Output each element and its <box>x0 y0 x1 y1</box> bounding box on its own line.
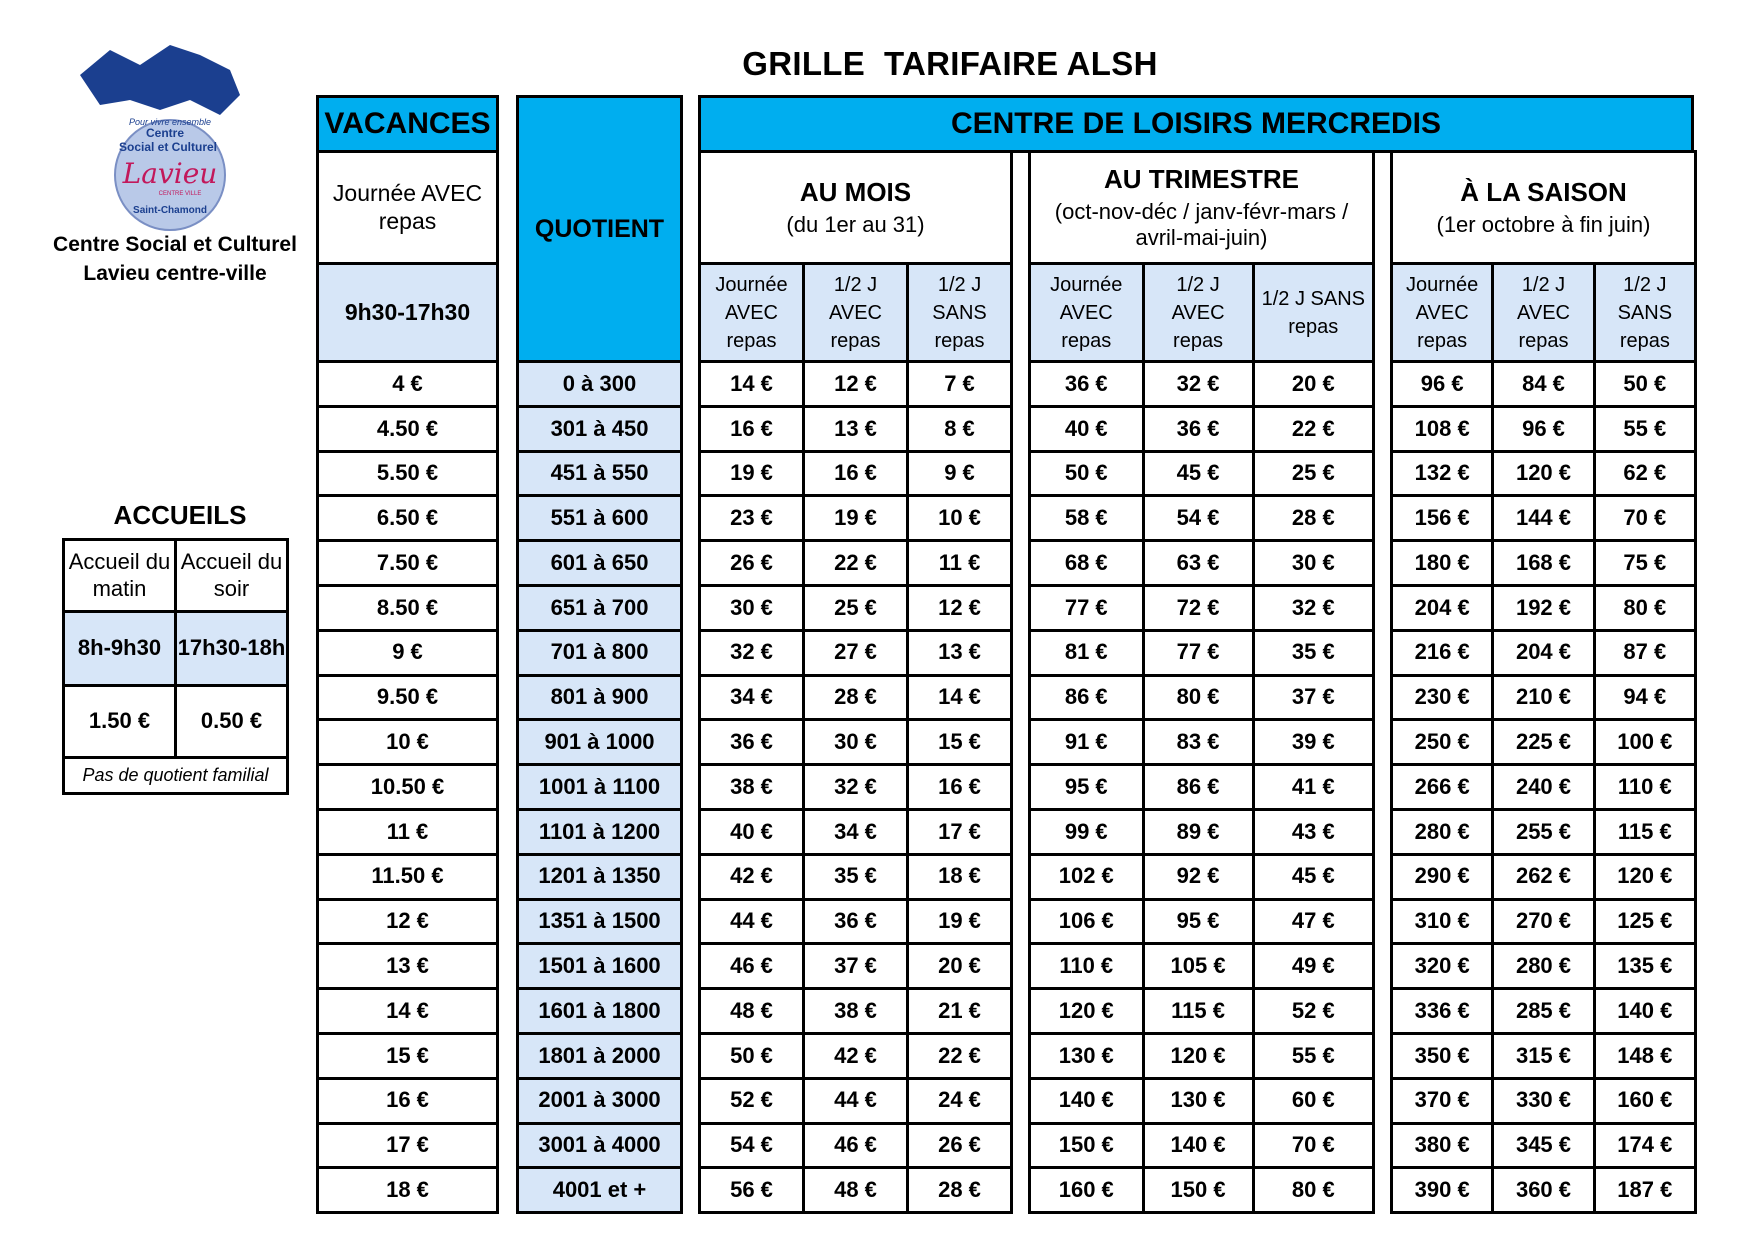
column-header: Journée AVEC repas <box>1392 264 1493 362</box>
price-cell: 22 € <box>908 1033 1012 1078</box>
price-cell: 52 € <box>700 1078 804 1123</box>
quotient-range-cell: 1101 à 1200 <box>518 809 682 854</box>
price-cell: 120 € <box>1594 854 1695 899</box>
price-cell: 36 € <box>1143 406 1253 451</box>
quotient-range-cell: 1201 à 1350 <box>518 854 682 899</box>
price-cell: 13 € <box>908 630 1012 675</box>
quotient-range-cell: 1601 à 1800 <box>518 989 682 1034</box>
price-cell: 42 € <box>700 854 804 899</box>
accueil-matin-hours: 8h-9h30 <box>64 612 176 686</box>
vacances-price-cell: 17 € <box>318 1123 498 1168</box>
price-cell: 115 € <box>1143 989 1253 1034</box>
price-cell: 336 € <box>1392 989 1493 1034</box>
vacances-price-cell: 10 € <box>318 720 498 765</box>
price-cell: 140 € <box>1143 1123 1253 1168</box>
price-cell: 225 € <box>1493 720 1594 765</box>
price-cell: 50 € <box>1030 451 1144 496</box>
quotient-range-cell: 3001 à 4000 <box>518 1123 682 1168</box>
price-cell: 345 € <box>1493 1123 1594 1168</box>
group-title-trimestre <box>1030 152 1374 264</box>
price-cell: 95 € <box>1143 899 1253 944</box>
vacances-price-cell: 15 € <box>318 1033 498 1078</box>
price-cell: 230 € <box>1392 675 1493 720</box>
price-cell: 83 € <box>1143 720 1253 765</box>
price-cell: 144 € <box>1493 496 1594 541</box>
price-cell: 105 € <box>1143 944 1253 989</box>
price-cell: 38 € <box>700 765 804 810</box>
price-cell: 25 € <box>1253 451 1373 496</box>
price-cell: 108 € <box>1392 406 1493 451</box>
accueils-table <box>62 538 289 795</box>
price-cell: 35 € <box>1253 630 1373 675</box>
price-cell: 37 € <box>1253 675 1373 720</box>
price-cell: 32 € <box>1253 585 1373 630</box>
vacances-price-cell: 11 € <box>318 809 498 854</box>
price-cell: 50 € <box>700 1033 804 1078</box>
price-cell: 58 € <box>1030 496 1144 541</box>
price-cell: 270 € <box>1493 899 1594 944</box>
svg-text:Centre: Centre <box>145 126 185 140</box>
price-cell: 70 € <box>1594 496 1695 541</box>
accueils-title: ACCUEILS <box>113 500 247 530</box>
svg-text:Lavieu: Lavieu <box>122 157 218 190</box>
price-cell: 285 € <box>1493 989 1594 1034</box>
vacances-price-cell: 16 € <box>318 1078 498 1123</box>
svg-text:Social et Culturel: Social et Culturel <box>118 140 218 154</box>
price-cell: 280 € <box>1493 944 1594 989</box>
price-cell: 21 € <box>908 989 1012 1034</box>
price-cell: 350 € <box>1392 1033 1493 1078</box>
price-cell: 32 € <box>1143 362 1253 407</box>
quotient-range-cell: 551 à 600 <box>518 496 682 541</box>
price-cell: 44 € <box>700 899 804 944</box>
quotient-range-cell: 651 à 700 <box>518 585 682 630</box>
price-cell: 92 € <box>1143 854 1253 899</box>
price-cell: 34 € <box>700 675 804 720</box>
price-cell: 14 € <box>700 362 804 407</box>
price-cell: 55 € <box>1253 1033 1373 1078</box>
price-cell: 96 € <box>1392 362 1493 407</box>
mercredis-header-table <box>698 95 1694 153</box>
accueil-note: Pas de quotient familial <box>64 758 288 794</box>
price-cell: 16 € <box>804 451 908 496</box>
vacances-subheader: Journée AVEC repas <box>318 152 498 264</box>
price-cell: 9 € <box>908 451 1012 496</box>
quotient-range-cell: 1351 à 1500 <box>518 899 682 944</box>
vacances-price-cell: 5.50 € <box>318 451 498 496</box>
price-cell: 240 € <box>1493 765 1594 810</box>
group-title-text: AU TRIMESTRE <box>1103 163 1299 194</box>
quotient-table <box>516 95 683 1214</box>
price-cell: 27 € <box>804 630 908 675</box>
price-cell: 91 € <box>1030 720 1144 765</box>
vacances-price-cell: 11.50 € <box>318 854 498 899</box>
column-header: Journée AVEC repas <box>1030 264 1144 362</box>
price-cell: 140 € <box>1030 1078 1144 1123</box>
price-cell: 266 € <box>1392 765 1493 810</box>
price-cell: 360 € <box>1493 1168 1594 1213</box>
price-cell: 46 € <box>804 1123 908 1168</box>
price-cell: 30 € <box>1253 541 1373 586</box>
price-cell: 28 € <box>908 1168 1012 1213</box>
accueil-matin-price: 1.50 € <box>64 686 176 758</box>
svg-text:Saint-Chamond: Saint-Chamond <box>133 205 207 216</box>
price-cell: 187 € <box>1594 1168 1695 1213</box>
mercredis-header: CENTRE DE LOISIRS MERCREDIS <box>700 97 1693 152</box>
price-cell: 36 € <box>1030 362 1144 407</box>
price-cell: 32 € <box>804 765 908 810</box>
price-cell: 54 € <box>1143 496 1253 541</box>
price-cell: 132 € <box>1392 451 1493 496</box>
price-cell: 280 € <box>1392 809 1493 854</box>
column-header: 1/2 J AVEC repas <box>1493 264 1594 362</box>
price-cell: 11 € <box>908 541 1012 586</box>
quotient-range-cell: 601 à 650 <box>518 541 682 586</box>
quotient-range-cell: 901 à 1000 <box>518 720 682 765</box>
page-title: GRILLE TARIFAIRE ALSH <box>742 45 1158 82</box>
price-cell: 44 € <box>804 1078 908 1123</box>
price-cell: 35 € <box>804 854 908 899</box>
group-title-saison <box>1392 152 1696 264</box>
vacances-price-cell: 10.50 € <box>318 765 498 810</box>
price-cell: 315 € <box>1493 1033 1594 1078</box>
price-cell: 45 € <box>1143 451 1253 496</box>
price-cell: 12 € <box>804 362 908 407</box>
group-subtitle-text: (1er octobre à fin juin) <box>1436 211 1651 237</box>
quotient-header: QUOTIENT <box>518 97 682 362</box>
mercredis-group-trimestre <box>1028 150 1375 1214</box>
price-cell: 380 € <box>1392 1123 1493 1168</box>
price-cell: 102 € <box>1030 854 1144 899</box>
price-cell: 50 € <box>1594 362 1695 407</box>
price-cell: 20 € <box>1253 362 1373 407</box>
price-cell: 204 € <box>1392 585 1493 630</box>
organization-name-line1: Centre Social et Culturel <box>53 233 297 256</box>
price-cell: 30 € <box>804 720 908 765</box>
vacances-header: VACANCES <box>318 97 498 152</box>
price-cell: 22 € <box>1253 406 1373 451</box>
price-cell: 60 € <box>1253 1078 1373 1123</box>
price-cell: 62 € <box>1594 451 1695 496</box>
column-header: 1/2 J SANS repas <box>908 264 1012 362</box>
vacances-price-cell: 9 € <box>318 630 498 675</box>
price-cell: 262 € <box>1493 854 1594 899</box>
quotient-range-cell: 1501 à 1600 <box>518 944 682 989</box>
price-cell: 45 € <box>1253 854 1373 899</box>
vacances-price-cell: 6.50 € <box>318 496 498 541</box>
price-cell: 56 € <box>700 1168 804 1213</box>
accueil-soir-price: 0.50 € <box>176 686 288 758</box>
price-cell: 77 € <box>1143 630 1253 675</box>
group-subtitle-text: (du 1er au 31) <box>786 211 925 237</box>
vacances-price-cell: 7.50 € <box>318 541 498 586</box>
price-cell: 96 € <box>1493 406 1594 451</box>
vacances-price-cell: 14 € <box>318 989 498 1034</box>
price-cell: 250 € <box>1392 720 1493 765</box>
price-cell: 80 € <box>1253 1168 1373 1213</box>
organization-name-line2: Lavieu centre-ville <box>83 262 267 285</box>
price-cell: 290 € <box>1392 854 1493 899</box>
price-cell: 77 € <box>1030 585 1144 630</box>
price-cell: 24 € <box>908 1078 1012 1123</box>
mercredis-group-saison <box>1390 150 1697 1214</box>
price-cell: 94 € <box>1594 675 1695 720</box>
vacances-price-cell: 12 € <box>318 899 498 944</box>
quotient-range-cell: 701 à 800 <box>518 630 682 675</box>
price-cell: 204 € <box>1493 630 1594 675</box>
price-cell: 135 € <box>1594 944 1695 989</box>
price-cell: 130 € <box>1143 1078 1253 1123</box>
column-header: 1/2 J SANS repas <box>1594 264 1695 362</box>
price-cell: 168 € <box>1493 541 1594 586</box>
price-cell: 28 € <box>1253 496 1373 541</box>
price-cell: 20 € <box>908 944 1012 989</box>
column-header: Journée AVEC repas <box>700 264 804 362</box>
quotient-range-cell: 4001 et + <box>518 1168 682 1213</box>
price-cell: 310 € <box>1392 899 1493 944</box>
price-cell: 174 € <box>1594 1123 1695 1168</box>
svg-text:Pour vivre ensemble: Pour vivre ensemble <box>128 117 212 127</box>
price-cell: 110 € <box>1594 765 1695 810</box>
price-cell: 390 € <box>1392 1168 1493 1213</box>
quotient-range-cell: 0 à 300 <box>518 362 682 407</box>
organization-logo <box>70 45 250 235</box>
price-cell: 30 € <box>700 585 804 630</box>
price-cell: 84 € <box>1493 362 1594 407</box>
price-cell: 49 € <box>1253 944 1373 989</box>
price-cell: 12 € <box>908 585 1012 630</box>
vacances-price-cell: 4.50 € <box>318 406 498 451</box>
price-cell: 210 € <box>1493 675 1594 720</box>
price-cell: 17 € <box>908 809 1012 854</box>
price-cell: 130 € <box>1030 1033 1144 1078</box>
price-cell: 36 € <box>804 899 908 944</box>
vacances-price-cell: 13 € <box>318 944 498 989</box>
price-cell: 75 € <box>1594 541 1695 586</box>
price-cell: 80 € <box>1143 675 1253 720</box>
price-cell: 120 € <box>1493 451 1594 496</box>
price-cell: 255 € <box>1493 809 1594 854</box>
vacances-hours: 9h30-17h30 <box>318 264 498 362</box>
price-cell: 160 € <box>1030 1168 1144 1213</box>
column-header: 1/2 J AVEC repas <box>1143 264 1253 362</box>
price-cell: 15 € <box>908 720 1012 765</box>
column-header: 1/2 J SANS repas <box>1253 264 1373 362</box>
price-cell: 81 € <box>1030 630 1144 675</box>
column-header: 1/2 J AVEC repas <box>804 264 908 362</box>
price-cell: 40 € <box>700 809 804 854</box>
accueil-matin-header: Accueil du matin <box>64 540 176 612</box>
quotient-range-cell: 451 à 550 <box>518 451 682 496</box>
price-cell: 25 € <box>804 585 908 630</box>
price-cell: 140 € <box>1594 989 1695 1034</box>
price-cell: 10 € <box>908 496 1012 541</box>
price-cell: 26 € <box>700 541 804 586</box>
price-cell: 43 € <box>1253 809 1373 854</box>
price-cell: 160 € <box>1594 1078 1695 1123</box>
price-cell: 150 € <box>1030 1123 1144 1168</box>
price-cell: 99 € <box>1030 809 1144 854</box>
price-cell: 16 € <box>908 765 1012 810</box>
price-cell: 8 € <box>908 406 1012 451</box>
price-cell: 100 € <box>1594 720 1695 765</box>
vacances-price-cell: 4 € <box>318 362 498 407</box>
price-cell: 48 € <box>700 989 804 1034</box>
vacances-price-cell: 9.50 € <box>318 675 498 720</box>
price-cell: 38 € <box>804 989 908 1034</box>
accueil-soir-hours: 17h30-18h <box>176 612 288 686</box>
price-cell: 192 € <box>1493 585 1594 630</box>
group-title-mois <box>700 152 1012 264</box>
quotient-range-cell: 1801 à 2000 <box>518 1033 682 1078</box>
price-cell: 39 € <box>1253 720 1373 765</box>
price-cell: 330 € <box>1493 1078 1594 1123</box>
price-cell: 47 € <box>1253 899 1373 944</box>
quotient-range-cell: 2001 à 3000 <box>518 1078 682 1123</box>
price-cell: 120 € <box>1030 989 1144 1034</box>
group-title-text: AU MOIS <box>799 176 912 207</box>
price-cell: 19 € <box>804 496 908 541</box>
accueil-soir-header: Accueil du soir <box>176 540 288 612</box>
price-cell: 72 € <box>1143 585 1253 630</box>
price-cell: 95 € <box>1030 765 1144 810</box>
vacances-price-cell: 8.50 € <box>318 585 498 630</box>
price-cell: 36 € <box>700 720 804 765</box>
price-cell: 86 € <box>1030 675 1144 720</box>
price-cell: 320 € <box>1392 944 1493 989</box>
price-cell: 13 € <box>804 406 908 451</box>
price-cell: 48 € <box>804 1168 908 1213</box>
price-cell: 32 € <box>700 630 804 675</box>
price-cell: 150 € <box>1143 1168 1253 1213</box>
price-cell: 216 € <box>1392 630 1493 675</box>
price-cell: 120 € <box>1143 1033 1253 1078</box>
price-cell: 34 € <box>804 809 908 854</box>
price-cell: 80 € <box>1594 585 1695 630</box>
price-cell: 370 € <box>1392 1078 1493 1123</box>
price-cell: 42 € <box>804 1033 908 1078</box>
price-cell: 115 € <box>1594 809 1695 854</box>
price-cell: 18 € <box>908 854 1012 899</box>
price-cell: 54 € <box>700 1123 804 1168</box>
price-cell: 180 € <box>1392 541 1493 586</box>
price-cell: 63 € <box>1143 541 1253 586</box>
price-cell: 19 € <box>700 451 804 496</box>
price-cell: 23 € <box>700 496 804 541</box>
price-cell: 46 € <box>700 944 804 989</box>
price-cell: 89 € <box>1143 809 1253 854</box>
price-cell: 52 € <box>1253 989 1373 1034</box>
price-cell: 87 € <box>1594 630 1695 675</box>
price-cell: 26 € <box>908 1123 1012 1168</box>
quotient-range-cell: 801 à 900 <box>518 675 682 720</box>
quotient-range-cell: 301 à 450 <box>518 406 682 451</box>
price-cell: 68 € <box>1030 541 1144 586</box>
organization-name <box>40 230 310 288</box>
price-cell: 110 € <box>1030 944 1144 989</box>
price-cell: 41 € <box>1253 765 1373 810</box>
mercredis-group-mois <box>698 150 1013 1214</box>
price-cell: 14 € <box>908 675 1012 720</box>
price-cell: 125 € <box>1594 899 1695 944</box>
price-cell: 16 € <box>700 406 804 451</box>
price-cell: 37 € <box>804 944 908 989</box>
vacances-price-cell: 18 € <box>318 1168 498 1213</box>
price-cell: 70 € <box>1253 1123 1373 1168</box>
price-cell: 55 € <box>1594 406 1695 451</box>
group-title-text: À LA SAISON <box>1460 176 1627 207</box>
price-cell: 156 € <box>1392 496 1493 541</box>
price-cell: 19 € <box>908 899 1012 944</box>
price-cell: 22 € <box>804 541 908 586</box>
price-cell: 148 € <box>1594 1033 1695 1078</box>
price-cell: 28 € <box>804 675 908 720</box>
price-cell: 86 € <box>1143 765 1253 810</box>
group-subtitle-text: (oct-nov-déc / janv-févr-mars / avril-mai-juin) <box>1054 198 1349 251</box>
vacances-table <box>316 95 499 1214</box>
price-cell: 40 € <box>1030 406 1144 451</box>
price-cell: 106 € <box>1030 899 1144 944</box>
svg-text:CENTRE VILLE: CENTRE VILLE <box>158 191 202 197</box>
price-cell: 7 € <box>908 362 1012 407</box>
quotient-range-cell: 1001 à 1100 <box>518 765 682 810</box>
